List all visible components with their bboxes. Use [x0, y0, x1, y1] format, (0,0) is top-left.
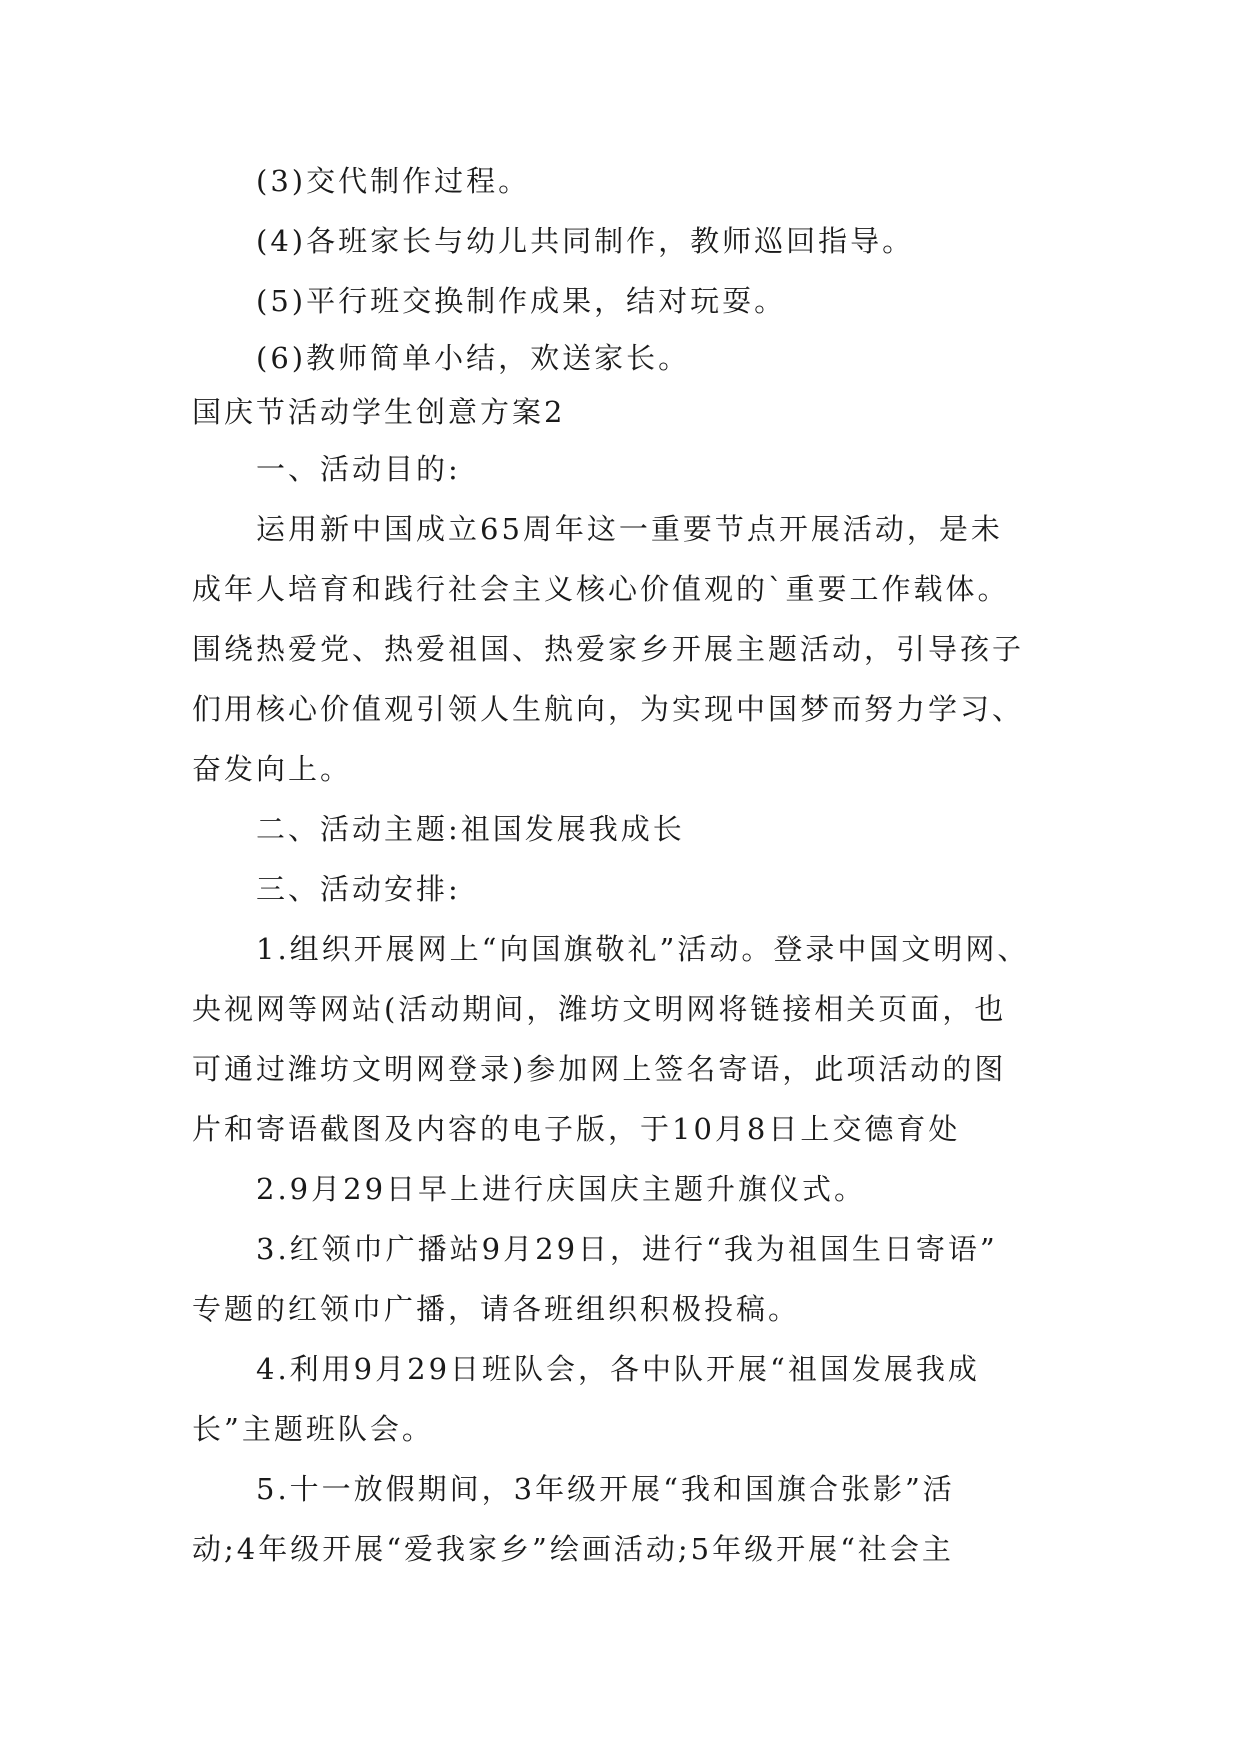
item-3-line: 3.红领巾广播站9月29日，进行“我为祖国生日寄语”	[256, 1232, 998, 1266]
step-6-line: (6)教师简单小结，欢送家长。	[256, 341, 691, 375]
paragraph-line: 们用核心价值观引领人生航向，为实现中国梦而努力学习、	[192, 692, 1025, 726]
item-5-line: 5.十一放假期间，3年级开展“我和国旗合张影”活	[256, 1472, 955, 1506]
step-5-line: (5)平行班交换制作成果，结对玩耍。	[256, 284, 787, 318]
item-3-line: 专题的红领巾广播，请各班组织积极投稿。	[192, 1292, 801, 1326]
item-5-line: 动;4年级开展“爱我家乡”绘画活动;5年级开展“社会主	[192, 1532, 954, 1566]
step-3-line: (3)交代制作过程。	[256, 164, 531, 198]
item-4-line: 长”主题班队会。	[192, 1412, 434, 1446]
item-1-line: 1.组织开展网上“向国旗敬礼”活动。登录中国文明网、	[256, 932, 1030, 966]
document-body	[192, 151, 1072, 1579]
item-1-line: 央视网等网站(活动期间，潍坊文明网将链接相关页面，也	[192, 992, 1007, 1026]
item-1-line: 可通过潍坊文明网登录)参加网上签名寄语，此项活动的图	[192, 1052, 1007, 1086]
heading-purpose: 一、活动目的:	[256, 452, 461, 486]
section-title: 国庆节活动学生创意方案2	[192, 395, 566, 429]
heading-theme: 二、活动主题:祖国发展我成长	[256, 812, 685, 846]
paragraph-line: 围绕热爱党、热爱祖国、热爱家乡开展主题活动，引导孩子	[192, 632, 1025, 666]
paragraph-line: 成年人培育和践行社会主义核心价值观的`重要工作载体。	[192, 572, 1010, 606]
item-2-line: 2.9月29日早上进行庆国庆主题升旗仪式。	[256, 1172, 867, 1206]
item-4-line: 4.利用9月29日班队会，各中队开展“祖国发展我成	[256, 1352, 980, 1386]
paragraph-line: 运用新中国成立65周年这一重要节点开展活动，是未	[256, 512, 1003, 546]
step-4-line: (4)各班家长与幼儿共同制作，教师巡回指导。	[256, 224, 915, 258]
paragraph-line: 奋发向上。	[192, 752, 353, 786]
item-1-line: 片和寄语截图及内容的电子版，于10月8日上交德育处	[192, 1112, 961, 1146]
heading-arrangement: 三、活动安排:	[256, 872, 461, 906]
